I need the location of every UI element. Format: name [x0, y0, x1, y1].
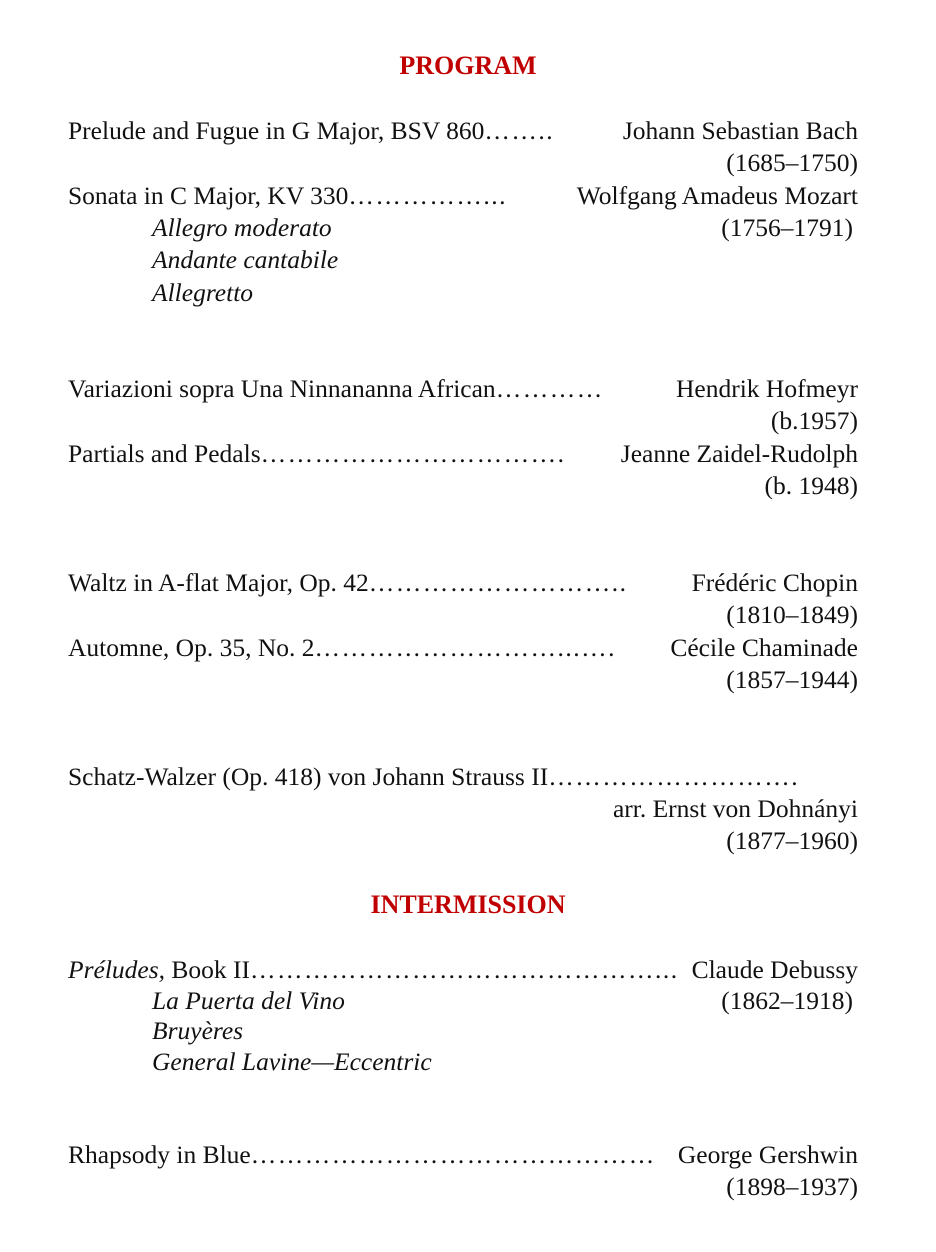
piece-title: Rhapsody in Blue — [68, 1140, 251, 1169]
leader-dots: ……………... — [348, 181, 508, 210]
leader-dots: ………………………………………... — [250, 955, 679, 984]
piece-title: Waltz in A-flat Major, Op. 42 — [68, 568, 369, 597]
piece-title — [68, 954, 250, 986]
program-item-debussy — [68, 954, 858, 986]
leader-dots: ………………………. — [548, 762, 800, 791]
program-item-bach — [68, 115, 858, 147]
leader-dots: ……………………………. — [260, 439, 566, 468]
composer-dates: (1862–1918) — [721, 986, 853, 1015]
leader-dots: ………… — [495, 374, 604, 403]
program-item-chaminade — [68, 632, 858, 664]
movement-row — [68, 985, 858, 1017]
piece-title: Prelude and Fugue in G Major, BSV 860 — [68, 116, 485, 145]
movement-title: Bruyères — [152, 1016, 244, 1045]
intermission-heading: INTERMISSION — [370, 890, 566, 919]
arranger-name: arr. Ernst von Dohnányi — [612, 794, 858, 823]
movement-title: Allegretto — [152, 278, 254, 307]
program-item-mozart — [68, 180, 858, 212]
piece-title: Automne, Op. 35, No. 2 — [68, 633, 315, 662]
leader-dots: …….. — [484, 116, 555, 145]
leader-dots: ……………………….. — [368, 568, 628, 597]
composer-name: Jeanne Zaidel-Rudolph — [620, 439, 858, 468]
composer-name: Frédéric Chopin — [691, 568, 858, 597]
piece-title-italic: Préludes, — [68, 955, 166, 984]
program-item-hofmeyr — [68, 373, 858, 405]
composer-dates: (1810–1849) — [726, 600, 858, 629]
composer-name: Johann Sebastian Bach — [622, 116, 858, 145]
composer-name: Wolfgang Amadeus Mozart — [576, 181, 858, 210]
composer-dates: (b. 1948) — [764, 471, 858, 500]
composer-dates: (b.1957) — [770, 406, 858, 435]
leader-dots: ………………………...…. — [314, 633, 616, 662]
movement-title: General Lavine—Eccentric — [152, 1047, 432, 1076]
composer-name: Hendrik Hofmeyr — [676, 374, 858, 403]
piece-title: Schatz-Walzer (Op. 418) von Johann Strauss II — [68, 762, 549, 791]
piece-title-rest: Book II — [165, 955, 251, 984]
composer-dates: (1756–1791) — [721, 213, 853, 242]
program-item-zaidel-rudolph — [68, 438, 858, 470]
composer-name: Claude Debussy — [691, 955, 858, 984]
program-item-chopin — [68, 567, 858, 599]
composer-name: Cécile Chaminade — [670, 633, 858, 662]
composer-name: George Gershwin — [677, 1140, 858, 1169]
piece-title: Sonata in C Major, KV 330 — [68, 181, 349, 210]
composer-dates: (1857–1944) — [726, 665, 858, 694]
movement-title: Allegro moderato — [152, 213, 332, 242]
movement-row — [68, 212, 858, 244]
composer-dates: (1685–1750) — [726, 148, 858, 177]
piece-title: Variazioni sopra Una Ninnananna African — [68, 374, 496, 403]
program-heading: PROGRAM — [399, 51, 537, 80]
program-item-strauss — [68, 761, 858, 793]
composer-dates: (1877–1960) — [726, 826, 858, 855]
movement-title: La Puerta del Vino — [152, 986, 345, 1015]
piece-title: Partials and Pedals — [68, 439, 261, 468]
leader-dots: ……………………………………… — [250, 1140, 656, 1169]
program-item-gershwin — [68, 1139, 858, 1171]
composer-dates: (1898–1937) — [726, 1172, 858, 1201]
movement-title: Andante cantabile — [152, 245, 339, 274]
